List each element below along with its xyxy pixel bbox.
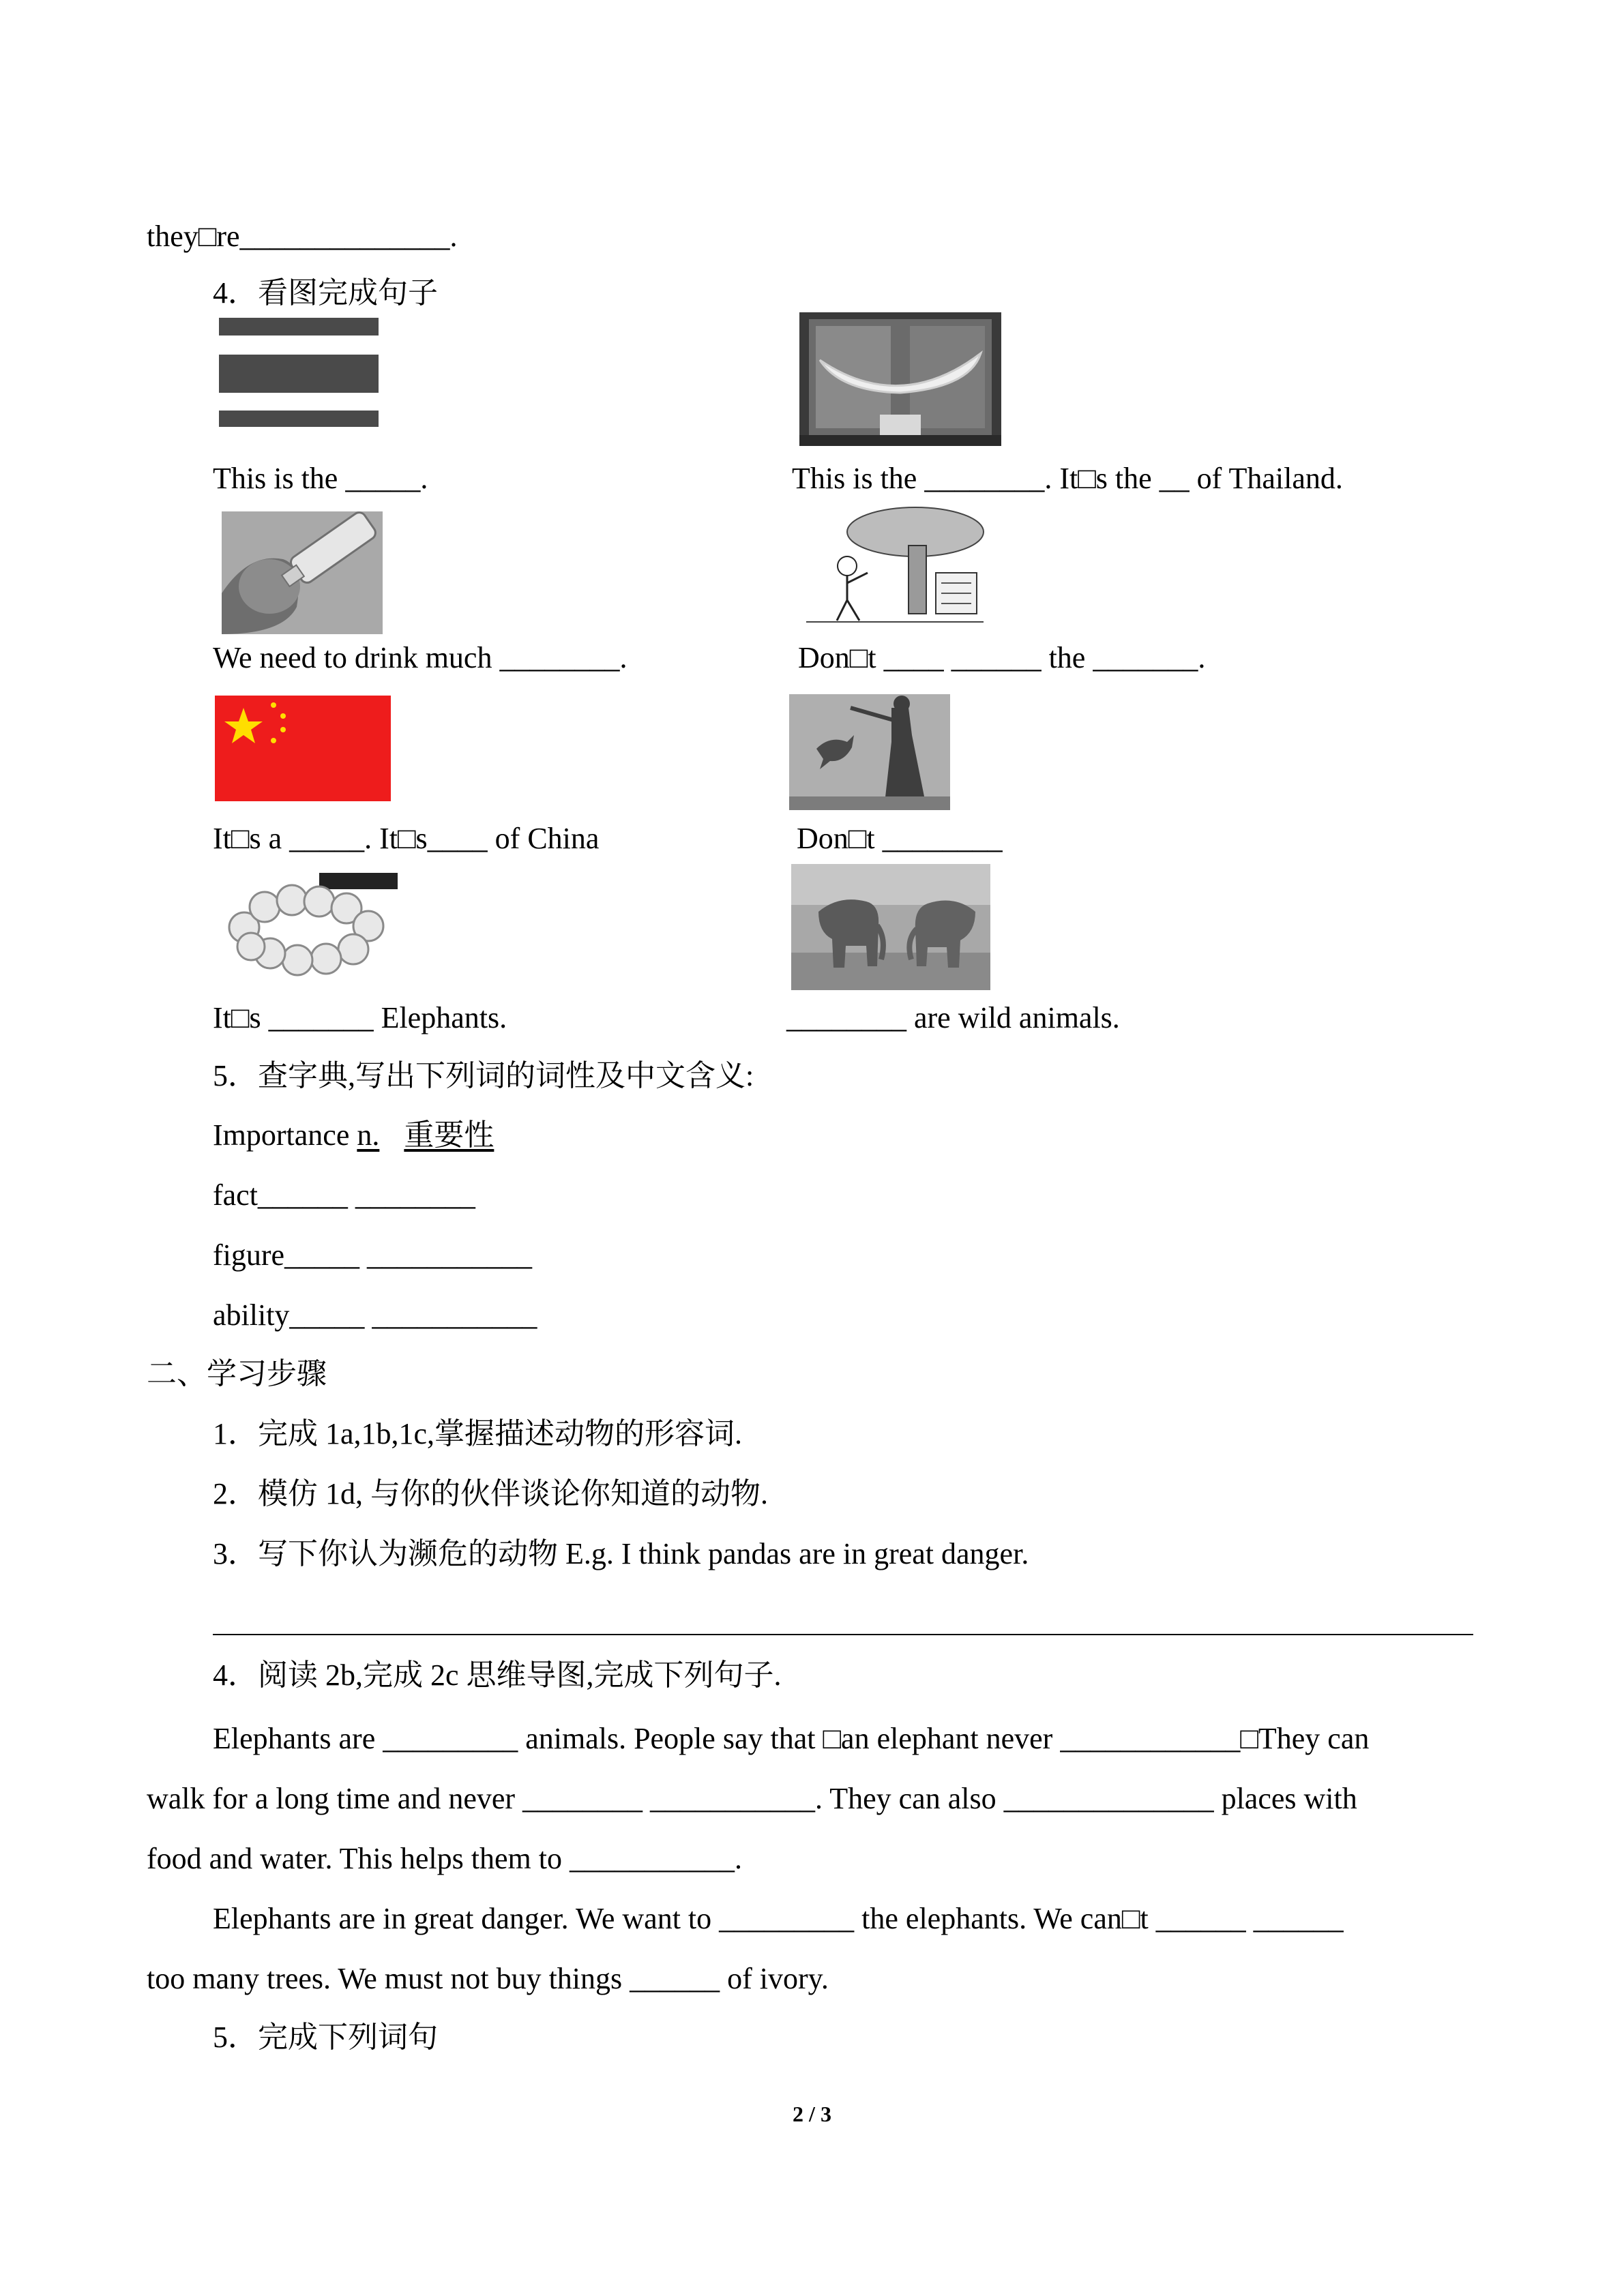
q5-example-meaning: 重要性 bbox=[404, 1118, 494, 1152]
q4-row2-right: Don□t ____ ______ the _______. bbox=[798, 641, 1206, 674]
q4-row2-left: We need to drink much ________. bbox=[213, 641, 628, 674]
cutting-tree-cartoon-image bbox=[799, 505, 990, 627]
q5-example bbox=[213, 1118, 494, 1153]
q4-row1-left: This is the _____. bbox=[213, 462, 428, 495]
q4-row3-left: It□s a _____. It□s____ of China bbox=[213, 822, 600, 855]
step-5-title: 5．完成下列词句 bbox=[213, 2021, 438, 2054]
paragraph-1-line-1: Elephants are _________ animals. People say that □an elephant never ____________□They can bbox=[213, 1722, 1370, 1755]
step-4-title: 4．阅读 2b,完成 2c 思维导图,完成下列句子. bbox=[213, 1658, 782, 1692]
ivory-tusk-image bbox=[799, 312, 1001, 446]
q4-row4-right: ________ are wild animals. bbox=[786, 1001, 1120, 1034]
q5-item-ability: ability_____ ___________ bbox=[213, 1298, 537, 1332]
q5-example-word: Importance bbox=[213, 1118, 350, 1152]
drinking-water-image bbox=[222, 511, 383, 634]
china-flag-image bbox=[215, 696, 391, 801]
thailand-flag-image bbox=[218, 315, 379, 430]
continued-line: they□re______________. bbox=[147, 220, 458, 253]
question-4-title: 4．看图完成句子 bbox=[213, 276, 438, 310]
answer-line bbox=[213, 1634, 1473, 1635]
paragraph-2-line-2: too many trees. We must not buy things ______ of ivory. bbox=[147, 1962, 829, 1995]
section-2-title: 二、学习步骤 bbox=[147, 1357, 327, 1390]
q5-item-fact: fact______ ________ bbox=[213, 1178, 475, 1212]
step-2: 2．模仿 1d, 与你的伙伴谈论你知道的动物. bbox=[213, 1477, 768, 1510]
hunter-shadow-image bbox=[789, 694, 950, 810]
q4-row1-right: This is the ________. It□s the __ of Thailand. bbox=[792, 462, 1343, 495]
wild-elephants-image bbox=[791, 864, 990, 990]
paragraph-1-line-2: walk for a long time and never ________ ___________. They can also ______________ places with bbox=[147, 1782, 1357, 1815]
step-1: 1．完成 1a,1b,1c,掌握描述动物的形容词. bbox=[213, 1417, 743, 1450]
q4-row3-right: Don□t ________ bbox=[797, 822, 1003, 855]
paragraph-1-line-3: food and water. This helps them to ___________. bbox=[147, 1842, 742, 1875]
step-3: 3．写下你认为濒危的动物 E.g. I think pandas are in great danger. bbox=[213, 1537, 1029, 1570]
q5-example-pos: n. bbox=[357, 1118, 380, 1152]
question-5-title: 5．查字典,写出下列词的词性及中文含义: bbox=[213, 1059, 754, 1092]
ivory-bracelet-image bbox=[217, 873, 398, 984]
q4-row4-left: It□s _______ Elephants. bbox=[213, 1001, 507, 1034]
page-number: 2 / 3 bbox=[793, 2102, 831, 2126]
paragraph-2-line-1: Elephants are in great danger. We want to _________ the elephants. We can□t ______ ______ bbox=[213, 1902, 1344, 1935]
q5-item-figure: figure_____ ___________ bbox=[213, 1238, 533, 1272]
